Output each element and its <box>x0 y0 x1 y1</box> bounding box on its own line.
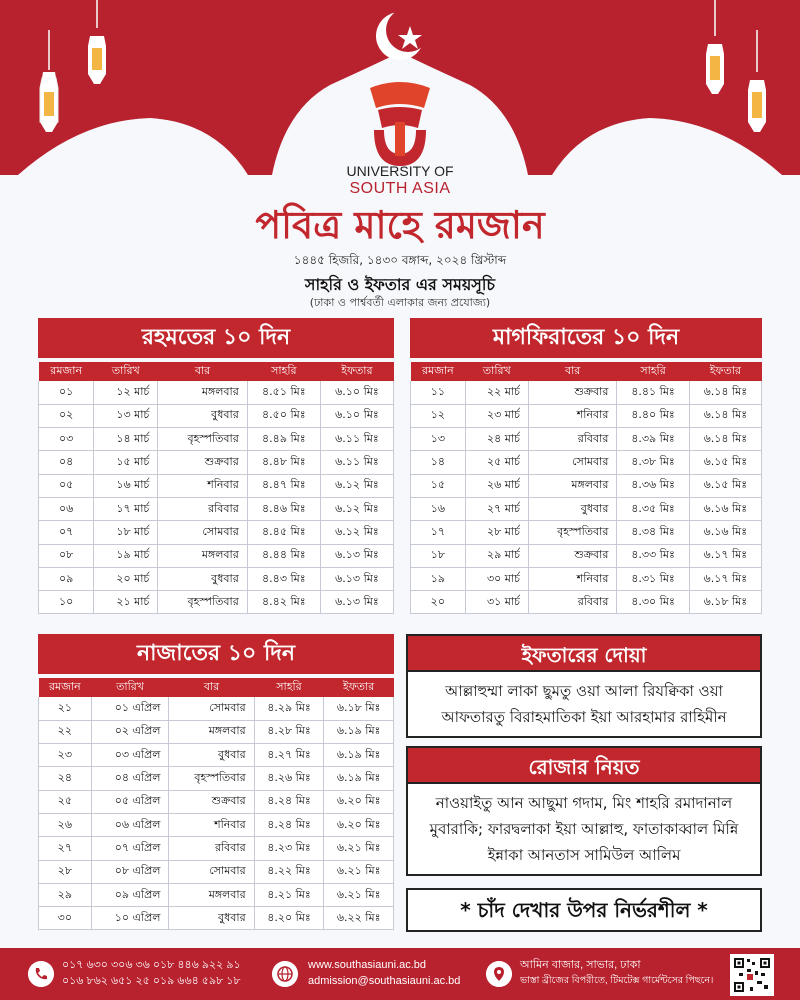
weekday-cell: বুধবার <box>169 744 254 767</box>
table-row <box>39 474 394 497</box>
roza-niyat-line: ইন্নাকা আনতাস সামিউল আলিম <box>487 846 681 864</box>
ramadan-day-cell: ০৩ <box>39 428 94 451</box>
ramadan-day-cell: ০৫ <box>39 474 94 497</box>
date-cell: ২০ মার্চ <box>94 567 158 590</box>
iftar-time-cell: ৬.১২ মিঃ <box>320 497 393 520</box>
date-cell: ১২ মার্চ <box>94 381 158 404</box>
weekday-cell: মঙ্গলবার <box>158 381 247 404</box>
table-row <box>39 837 394 860</box>
iftar-time-cell: ৬.২২ মিঃ <box>324 907 394 930</box>
date-cell: ২৫ মার্চ <box>465 451 528 474</box>
table-row <box>411 544 762 567</box>
sehri-time-cell: ৪.২৩ মিঃ <box>254 837 324 860</box>
date-cell: ২৯ মার্চ <box>465 544 528 567</box>
weekday-cell: মঙ্গলবার <box>169 883 254 906</box>
ramadan-day-cell: ২৫ <box>39 790 92 813</box>
table-row <box>411 404 762 427</box>
table-row <box>39 381 394 404</box>
ramadan-day-cell: ২৯ <box>39 883 92 906</box>
iftar-dua-line: আল্লাহুম্মা লাকা ছুমতু ওয়া আলা রিযক্বিকা ওয়া <box>445 682 723 700</box>
table-header-row <box>39 362 394 381</box>
table-row <box>39 451 394 474</box>
lantern-icon <box>82 0 112 90</box>
iftar-time-cell: ৬.১০ মিঃ <box>320 381 393 404</box>
iftar-time-cell: ৬.১২ মিঃ <box>320 521 393 544</box>
date-cell: ০১ এপ্রিল <box>91 697 169 720</box>
table-row <box>39 544 394 567</box>
iftar-time-cell: ৬.১০ মিঃ <box>320 404 393 427</box>
sehri-time-cell: ৪.৪২ মিঃ <box>247 591 320 614</box>
date-cell: ২৪ মার্চ <box>465 428 528 451</box>
ramadan-day-cell: ১৪ <box>411 451 466 474</box>
sehri-time-cell: ৪.৩৩ মিঃ <box>617 544 689 567</box>
najat-table <box>38 678 394 930</box>
col-ramadan: রমজান <box>39 362 94 381</box>
lantern-icon <box>700 0 730 100</box>
iftar-time-cell: ৬.১৮ মিঃ <box>324 697 394 720</box>
date-cell: ২৩ মার্চ <box>465 404 528 427</box>
sehri-time-cell: ৪.৩৬ মিঃ <box>617 474 689 497</box>
university-name-line1: UNIVERSITY OF <box>346 163 454 179</box>
table-row <box>39 883 394 906</box>
weekday-cell: শনিবার <box>158 474 247 497</box>
table-row <box>39 720 394 743</box>
col-iftar: ইফতার <box>689 362 761 381</box>
maghfirat-table <box>410 362 762 614</box>
sehri-time-cell: ৪.৩৪ মিঃ <box>617 521 689 544</box>
table-row <box>411 381 762 404</box>
maghfirat-block <box>410 318 762 614</box>
sehri-time-cell: ৪.২৪ মিঃ <box>254 813 324 836</box>
iftar-time-cell: ৬.১৩ মিঃ <box>320 591 393 614</box>
phone-numbers-line1[interactable]: ০১৭ ৬৩০ ৩০৬ ৩৬ ০১৮ ৪৪৬ ৯২২ ৯১ <box>62 959 241 971</box>
weekday-cell: বুধবার <box>169 907 254 930</box>
weekday-cell: সোমবার <box>528 451 616 474</box>
crescent-star-icon <box>372 6 432 66</box>
date-cell: ০৭ এপ্রিল <box>91 837 169 860</box>
iftar-time-cell: ৬.১৩ মিঃ <box>320 567 393 590</box>
date-cell: ১৫ মার্চ <box>94 451 158 474</box>
weekday-cell: সোমবার <box>169 697 254 720</box>
footer <box>0 948 800 1000</box>
weekday-cell: মঙ্গলবার <box>158 544 247 567</box>
table-row <box>39 428 394 451</box>
university-name <box>300 162 500 198</box>
table-header-row <box>39 678 394 697</box>
table-header-row <box>411 362 762 381</box>
ramadan-day-cell: ২২ <box>39 720 92 743</box>
weekday-cell: শনিবার <box>528 404 616 427</box>
sehri-time-cell: ৪.৪৭ মিঃ <box>247 474 320 497</box>
ramadan-day-cell: ১৫ <box>411 474 466 497</box>
iftar-time-cell: ৬.১৮ মিঃ <box>689 591 761 614</box>
iftar-time-cell: ৬.১৪ মিঃ <box>689 381 761 404</box>
table-row <box>39 591 394 614</box>
page-title: পবিত্র মাহে রমজান <box>255 203 545 247</box>
ramadan-day-cell: ১৯ <box>411 567 466 590</box>
area-note: (ঢাকা ও পার্শ্ববর্তী এলাকার জন্য প্রযোজ্য) <box>309 296 491 309</box>
weekday-cell: শুক্রবার <box>169 790 254 813</box>
table-row <box>39 697 394 720</box>
roza-niyat-line: মুবারাকি; ফারদ্বলাকা ইয়া আল্লাহু, ফাতাকাব্বাল মিন্নি <box>429 820 739 838</box>
ramadan-day-cell: ২১ <box>39 697 92 720</box>
sehri-time-cell: ৪.৩৯ মিঃ <box>617 428 689 451</box>
weekday-cell: বুধবার <box>158 567 247 590</box>
date-cell: ৩০ মার্চ <box>465 567 528 590</box>
sehri-time-cell: ৪.৫০ মিঃ <box>247 404 320 427</box>
sehri-time-cell: ৪.৪৩ মিঃ <box>247 567 320 590</box>
col-day: বার <box>528 362 616 381</box>
table-row <box>39 813 394 836</box>
roza-niyat-block <box>406 746 762 876</box>
weekday-cell: সোমবার <box>169 860 254 883</box>
weekday-cell: রবিবার <box>169 837 254 860</box>
ramadan-day-cell: ১২ <box>411 404 466 427</box>
ramadan-day-cell: ০২ <box>39 404 94 427</box>
rahmat-rows <box>39 381 394 614</box>
ramadan-day-cell: ১০ <box>39 591 94 614</box>
table-row <box>411 474 762 497</box>
date-cell: ০৮ এপ্রিল <box>91 860 169 883</box>
iftar-time-cell: ৬.২১ মিঃ <box>324 860 394 883</box>
najat-rows <box>39 697 394 930</box>
ramadan-day-cell: ৩০ <box>39 907 92 930</box>
maghfirat-rows <box>411 381 762 614</box>
date-cell: ১৯ মার্চ <box>94 544 158 567</box>
sehri-time-cell: ৪.৪৮ মিঃ <box>247 451 320 474</box>
lantern-icon <box>742 30 772 140</box>
weekday-cell: মঙ্গলবার <box>528 474 616 497</box>
ramadan-day-cell: ২৭ <box>39 837 92 860</box>
ramadan-day-cell: ১৬ <box>411 497 466 520</box>
sehri-time-cell: ৪.২৬ মিঃ <box>254 767 324 790</box>
phone-numbers-line2[interactable]: ০১৬ ৮৬২ ৬৫১ ২৫ ০১৯ ৬৬৪ ৫৯৮ ১৮ <box>62 975 241 987</box>
col-sehri: সাহরি <box>254 678 324 697</box>
weekday-cell: বুধবার <box>158 404 247 427</box>
date-cell: ০২ এপ্রিল <box>91 720 169 743</box>
date-cell: ০৩ এপ্রিল <box>91 744 169 767</box>
iftar-time-cell: ৬.২০ মিঃ <box>324 813 394 836</box>
table-row <box>39 744 394 767</box>
year-line: ১৪৪৫ হিজরি, ১৪৩০ বঙ্গাব্দ, ২০২৪ খ্রিস্টাব্দ <box>293 253 507 267</box>
iftar-time-cell: ৬.১৩ মিঃ <box>320 544 393 567</box>
ramadan-day-cell: ১৩ <box>411 428 466 451</box>
sehri-time-cell: ৪.২২ মিঃ <box>254 860 324 883</box>
date-cell: ২৬ মার্চ <box>465 474 528 497</box>
table-row <box>411 451 762 474</box>
sehri-time-cell: ৪.২৪ মিঃ <box>254 790 324 813</box>
ramadan-day-cell: ১৭ <box>411 521 466 544</box>
najat-block <box>38 634 394 930</box>
table-row <box>39 790 394 813</box>
iftar-time-cell: ৬.১৪ মিঃ <box>689 404 761 427</box>
table-row <box>39 497 394 520</box>
ramadan-day-cell: ১৮ <box>411 544 466 567</box>
table-row <box>411 428 762 451</box>
col-day: বার <box>158 362 247 381</box>
roza-niyat-text <box>406 784 762 876</box>
email-link[interactable]: admission@southasiauni.ac.bd <box>308 975 461 987</box>
iftar-time-cell: ৬.১৬ মিঃ <box>689 497 761 520</box>
ramadan-day-cell: ১১ <box>411 381 466 404</box>
col-sehri: সাহরি <box>617 362 689 381</box>
col-date: তারিখ <box>94 362 158 381</box>
najat-title: নাজাতের ১০ দিন <box>38 634 394 674</box>
sehri-time-cell: ৪.৩৮ মিঃ <box>617 451 689 474</box>
date-cell: ১৪ মার্চ <box>94 428 158 451</box>
ramadan-day-cell: ২৪ <box>39 767 92 790</box>
table-row <box>39 767 394 790</box>
iftar-dua-title: ইফতারের দোয়া <box>406 634 762 672</box>
roza-niyat-line: নাওয়াইতু আন আছুমা গদাম, মিং শাহরি রমাদানাল <box>435 794 733 812</box>
iftar-dua-block <box>406 634 762 738</box>
weekday-cell: বুধবার <box>528 497 616 520</box>
sehri-time-cell: ৪.৫১ মিঃ <box>247 381 320 404</box>
sehri-time-cell: ৪.২৭ মিঃ <box>254 744 324 767</box>
roza-niyat-title: রোজার নিয়ত <box>406 746 762 784</box>
table-row <box>39 860 394 883</box>
sehri-time-cell: ৪.৪১ মিঃ <box>617 381 689 404</box>
table-row <box>411 567 762 590</box>
iftar-time-cell: ৬.১৪ মিঃ <box>689 428 761 451</box>
table-row <box>39 907 394 930</box>
weekday-cell: শুক্রবার <box>528 544 616 567</box>
iftar-time-cell: ৬.১৫ মিঃ <box>689 474 761 497</box>
sehri-time-cell: ৪.৪৫ মিঃ <box>247 521 320 544</box>
sehri-time-cell: ৪.৪৪ মিঃ <box>247 544 320 567</box>
lantern-icon <box>34 30 64 140</box>
weekday-cell: শুক্রবার <box>158 451 247 474</box>
sehri-time-cell: ৪.২৮ মিঃ <box>254 720 324 743</box>
date-cell: ১৮ মার্চ <box>94 521 158 544</box>
iftar-time-cell: ৬.২১ মিঃ <box>324 883 394 906</box>
date-cell: ২১ মার্চ <box>94 591 158 614</box>
rahmat-title: রহমতের ১০ দিন <box>38 318 394 358</box>
address-line2: ভাস্তা ব্রীজের বিপরীতে, টিমটেক্স গার্মেন্টসের পিছনে। <box>520 975 714 986</box>
sehri-time-cell: ৪.৪৬ মিঃ <box>247 497 320 520</box>
sehri-time-cell: ৪.২৯ মিঃ <box>254 697 324 720</box>
schedule-title: সাহরি ও ইফতার এর সময়সূচি <box>304 275 496 294</box>
rahmat-block <box>38 318 394 614</box>
ramadan-day-cell: ০৮ <box>39 544 94 567</box>
table-row <box>39 404 394 427</box>
sehri-time-cell: ৪.৩৫ মিঃ <box>617 497 689 520</box>
iftar-time-cell: ৬.১৯ মিঃ <box>324 720 394 743</box>
ramadan-day-cell: ০৯ <box>39 567 94 590</box>
col-date: তারিখ <box>91 678 169 697</box>
weekday-cell: রবিবার <box>528 591 616 614</box>
weekday-cell: শুক্রবার <box>528 381 616 404</box>
ramadan-day-cell: ০১ <box>39 381 94 404</box>
iftar-time-cell: ৬.১১ মিঃ <box>320 451 393 474</box>
weekday-cell: রবিবার <box>158 497 247 520</box>
table-row <box>39 567 394 590</box>
iftar-time-cell: ৬.১৯ মিঃ <box>324 767 394 790</box>
col-iftar: ইফতার <box>324 678 394 697</box>
weekday-cell: বৃহস্পতিবার <box>169 767 254 790</box>
date-cell: ২৮ মার্চ <box>465 521 528 544</box>
maghfirat-title: মাগফিরাতের ১০ দিন <box>410 318 762 358</box>
qr-code-icon[interactable] <box>730 954 774 996</box>
iftar-time-cell: ৬.১৭ মিঃ <box>689 544 761 567</box>
date-cell: ১৭ মার্চ <box>94 497 158 520</box>
address-line1: আমিন বাজার, সাভার, ঢাকা <box>520 959 641 971</box>
table-row <box>411 497 762 520</box>
rahmat-table <box>38 362 394 614</box>
date-cell: ২২ মার্চ <box>465 381 528 404</box>
table-row <box>411 521 762 544</box>
weekday-cell: বৃহস্পতিবার <box>158 591 247 614</box>
iftar-dua-text <box>406 672 762 738</box>
col-date: তারিখ <box>465 362 528 381</box>
weekday-cell: বৃহস্পতিবার <box>158 428 247 451</box>
sehri-time-cell: ৪.৩০ মিঃ <box>617 591 689 614</box>
date-cell: ১৬ মার্চ <box>94 474 158 497</box>
ramadan-day-cell: ২০ <box>411 591 466 614</box>
iftar-time-cell: ৬.১৬ মিঃ <box>689 521 761 544</box>
university-logo-icon <box>360 78 440 168</box>
sehri-time-cell: ৪.৪৯ মিঃ <box>247 428 320 451</box>
moon-sighting-note: * চাঁদ দেখার উপর নির্ভরশীল * <box>406 888 762 932</box>
col-ramadan: রমজান <box>411 362 466 381</box>
col-day: বার <box>169 678 254 697</box>
sehri-time-cell: ৪.২০ মিঃ <box>254 907 324 930</box>
date-cell: ০৪ এপ্রিল <box>91 767 169 790</box>
iftar-time-cell: ৬.১১ মিঃ <box>320 428 393 451</box>
ramadan-day-cell: ০৪ <box>39 451 94 474</box>
iftar-time-cell: ৬.১৭ মিঃ <box>689 567 761 590</box>
sehri-time-cell: ৪.২১ মিঃ <box>254 883 324 906</box>
weekday-cell: বৃহস্পতিবার <box>528 521 616 544</box>
col-iftar: ইফতার <box>320 362 393 381</box>
weekday-cell: রবিবার <box>528 428 616 451</box>
ramadan-day-cell: ০৬ <box>39 497 94 520</box>
ramadan-day-cell: ২৬ <box>39 813 92 836</box>
globe-icon <box>272 961 298 987</box>
iftar-time-cell: ৬.১৯ মিঃ <box>324 744 394 767</box>
iftar-time-cell: ৬.২১ মিঃ <box>324 837 394 860</box>
iftar-time-cell: ৬.২০ মিঃ <box>324 790 394 813</box>
date-cell: ০৯ এপ্রিল <box>91 883 169 906</box>
date-cell: ০৫ এপ্রিল <box>91 790 169 813</box>
university-name-line2: SOUTH ASIA <box>349 180 451 197</box>
website-link[interactable]: www.southasiauni.ac.bd <box>308 959 427 971</box>
col-sehri: সাহরি <box>247 362 320 381</box>
ramadan-day-cell: ২৩ <box>39 744 92 767</box>
col-ramadan: রমজান <box>39 678 92 697</box>
weekday-cell: শনিবার <box>528 567 616 590</box>
sehri-time-cell: ৪.৩১ মিঃ <box>617 567 689 590</box>
iftar-time-cell: ৬.১২ মিঃ <box>320 474 393 497</box>
weekday-cell: মঙ্গলবার <box>169 720 254 743</box>
iftar-time-cell: ৬.১৫ মিঃ <box>689 451 761 474</box>
weekday-cell: শনিবার <box>169 813 254 836</box>
date-cell: ১৩ মার্চ <box>94 404 158 427</box>
ramadan-day-cell: ০৭ <box>39 521 94 544</box>
weekday-cell: সোমবার <box>158 521 247 544</box>
table-row <box>39 521 394 544</box>
iftar-dua-line: আফতারতু বিরাহমাতিকা ইয়া আরহামার রাহিমীন <box>441 708 727 726</box>
date-cell: ৩১ মার্চ <box>465 591 528 614</box>
ramadan-day-cell: ২৮ <box>39 860 92 883</box>
date-cell: ১০ এপ্রিল <box>91 907 169 930</box>
location-pin-icon <box>486 961 512 987</box>
phone-icon <box>28 961 54 987</box>
sehri-time-cell: ৪.৪০ মিঃ <box>617 404 689 427</box>
date-cell: ২৭ মার্চ <box>465 497 528 520</box>
date-cell: ০৬ এপ্রিল <box>91 813 169 836</box>
table-row <box>411 591 762 614</box>
